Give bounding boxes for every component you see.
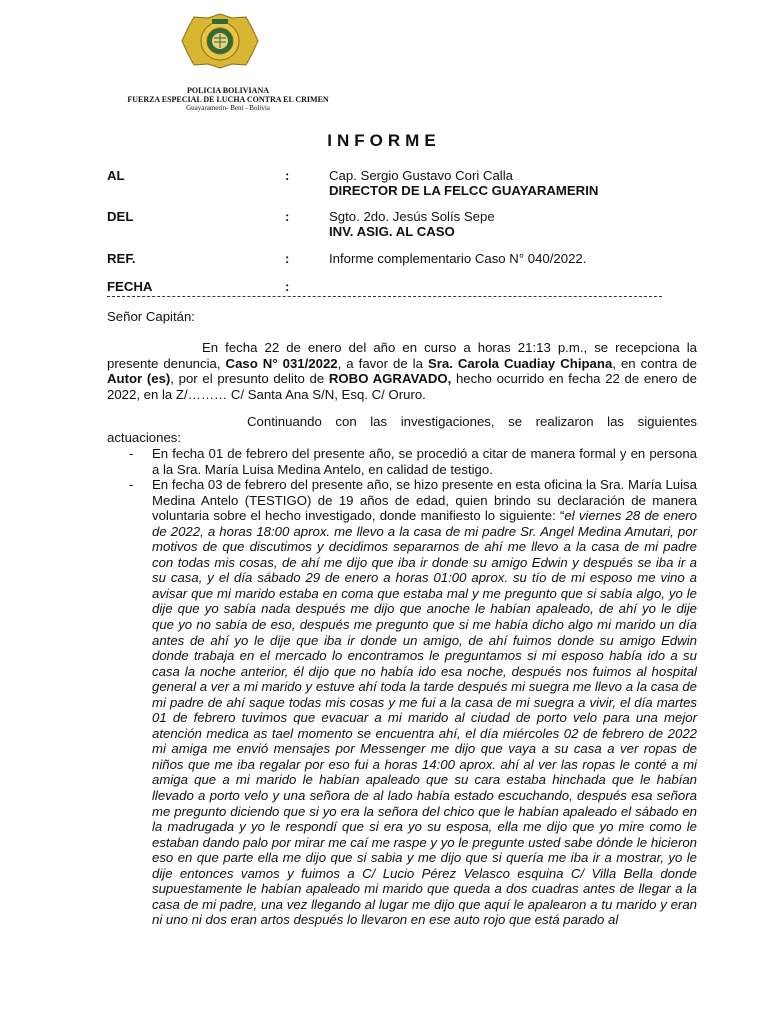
field-del-role: INV. ASIG. AL CASO bbox=[329, 224, 455, 239]
field-al-colon: : bbox=[285, 168, 290, 183]
police-emblem-icon bbox=[180, 12, 260, 70]
bullet-1-text: En fecha 01 de febrero del presente año, se procedió a citar de manera formal y en persona a la Sra. María Luisa Medina Antelo, en calidad de testigo. bbox=[152, 446, 697, 477]
unit-name: FUERZA ESPECIAL DE LUCHA CONTRA EL CRIMEN bbox=[127, 95, 329, 104]
author-label: Autor (es) bbox=[107, 371, 171, 387]
crime-name: ROBO AGRAVADO, bbox=[328, 371, 452, 387]
bullet-2-intro: En fecha 03 de febrero del presente año, se hizo presente en esta oficina la Sra. María Luisa Medina Antelo (TESTIGO) de 19 años de edad, quien brindo su declaración de manera voluntaria sobre el hecho investigado, donde manifiesto lo siguiente: “ bbox=[152, 477, 697, 524]
field-ref-value: Informe complementario Caso N° 040/2022. bbox=[329, 251, 587, 266]
paragraph-complaint bbox=[107, 340, 697, 402]
list-item bbox=[107, 477, 697, 928]
bullet-dash: - bbox=[129, 446, 134, 461]
field-del-colon: : bbox=[285, 209, 290, 224]
field-ref-label: REF. bbox=[107, 251, 136, 266]
witness-quote: el viernes 28 de enero de 2022, a horas 18:00 aprox. me llevo a la casa de mi padre Sr. Angel Medina Amutari, por motivos de que discutimos y decidimos separarnos de ahí me llevo a la casa de mi padre con todas mis cosas, de ahí me dijo que iba ir donde su amigo Edwin y después se iba ir a su casa, y el día sábado 29 de enero a horas 01:00 aprox. su tío de mi esposo me vino a avisar que mi marido estaba en coma que estaba mal y me pregunto que si sabía algo, yo le dije que yo sabía nada después me dijo que anoche le habían apaleado, de ahí yo le dije que yo no sabía de eso, después me pregunto que si me había dicho algo mi marido un día antes de ahí yo le dije que iba ir donde un amigo, de ahí fuimos donde su amigo Edwin donde trabaja en el mercado lo encontramos le preguntamos si mi esposo había ido a su casa la noche anterior, él dijo que no había ido esa noche, después nos fuimos al hospital general a ver a mi marido y estuve ahí toda la tarde después mi suegra me llevo a la casa de mi padre de ahí saque todas mis cosas y me fui a la casa de mi suegra a vivir, el día martes 01 de febrero tuvimos que evacuar a mi marido al ciudad de porto velo para una mejor atención medica as tael momento se encuentra ahí, el día miércoles 02 de febrero de 2022 mi amiga me envió mensajes por Messenger me dijo que vaya a su casa a ver ropas de niños que me iba regalar por eso fui a horas 14:00 aprox. ahí al ver las ropas le conté a mi amiga que a mi marido le habían apaleado que su cara estaba hinchada que le habían llevado a porto velo y una señora de al lado había estado escuchando, después esa señora me pregunto diciendo que si yo era la señora del chico que le habían apaleado el sábado en la madrugada y yo le respondí que si era yo su esposa, ella me dijo que yo mire como le estaban dando palo por mirar me caí me raspe y yo le pregunte usted sabe dónde le hicieron eso en que parte ella me dijo que si sabia y me dijo que si quería me iba ir a mostrar, yo le dije entonces vamos y fuimos a C/ Lucio Pérez Velasco esquina C/ Villa Bella donde supuestamente le habían apaleado mi marido que queda a dos cuadras antes de llegar a la casa de mi padre, una vez llegando al lugar me dijo que aquí le apalearon a tu marido y eran ni uno ni dos eran artos después lo llevaron en ese auto rojo que está parado al bbox=[152, 508, 697, 928]
case-number: Caso N° 031/2022 bbox=[225, 355, 338, 371]
paragraph-actions-intro: Continuando con las investigaciones, se realizaron las siguientes actuaciones: bbox=[107, 414, 697, 445]
actions-list bbox=[107, 446, 697, 928]
field-al-value bbox=[329, 168, 598, 198]
list-item bbox=[107, 446, 697, 477]
p1-text-1: En fecha 22 de enero del año en curso a horas 21:13 p.m., se recepciona la presente denuncia, bbox=[107, 340, 697, 371]
p1-text-5: hecho ocurrido en fecha 22 de enero de 2022, en la Z/……… C/ Santa Ana S/N, Esq. C/ Oruro. bbox=[107, 371, 697, 402]
field-al-label: AL bbox=[107, 168, 125, 183]
victim-name: Sra. Carola Cuadiay Chipana bbox=[427, 355, 613, 371]
field-al-name: Cap. Sergio Gustavo Cori Calla bbox=[329, 168, 513, 183]
field-ref-colon: : bbox=[285, 251, 290, 266]
field-del-value bbox=[329, 209, 495, 239]
field-del-label: DEL bbox=[107, 209, 134, 224]
field-fecha-colon: : bbox=[285, 279, 290, 294]
p1-text-3: , en contra de bbox=[612, 355, 697, 371]
document-title: INFORME bbox=[327, 131, 441, 150]
institution-name: POLICIA BOLIVIANA bbox=[186, 86, 269, 95]
p1-text-2: , a favor de la bbox=[337, 355, 428, 371]
field-del-name: Sgto. 2do. Jesús Solís Sepe bbox=[329, 209, 495, 224]
location-text: Guayaramerin- Beni - Bolivia bbox=[186, 104, 270, 112]
field-al-role: DIRECTOR DE LA FELCC GUAYARAMERIN bbox=[329, 183, 599, 198]
separator-line bbox=[107, 296, 662, 298]
greeting: Señor Capitán: bbox=[107, 309, 195, 324]
field-fecha-label: FECHA bbox=[107, 279, 153, 294]
p1-text-4: , por el presunto delito de bbox=[170, 371, 329, 387]
institution-block bbox=[108, 86, 348, 113]
bullet-dash: - bbox=[129, 477, 134, 493]
